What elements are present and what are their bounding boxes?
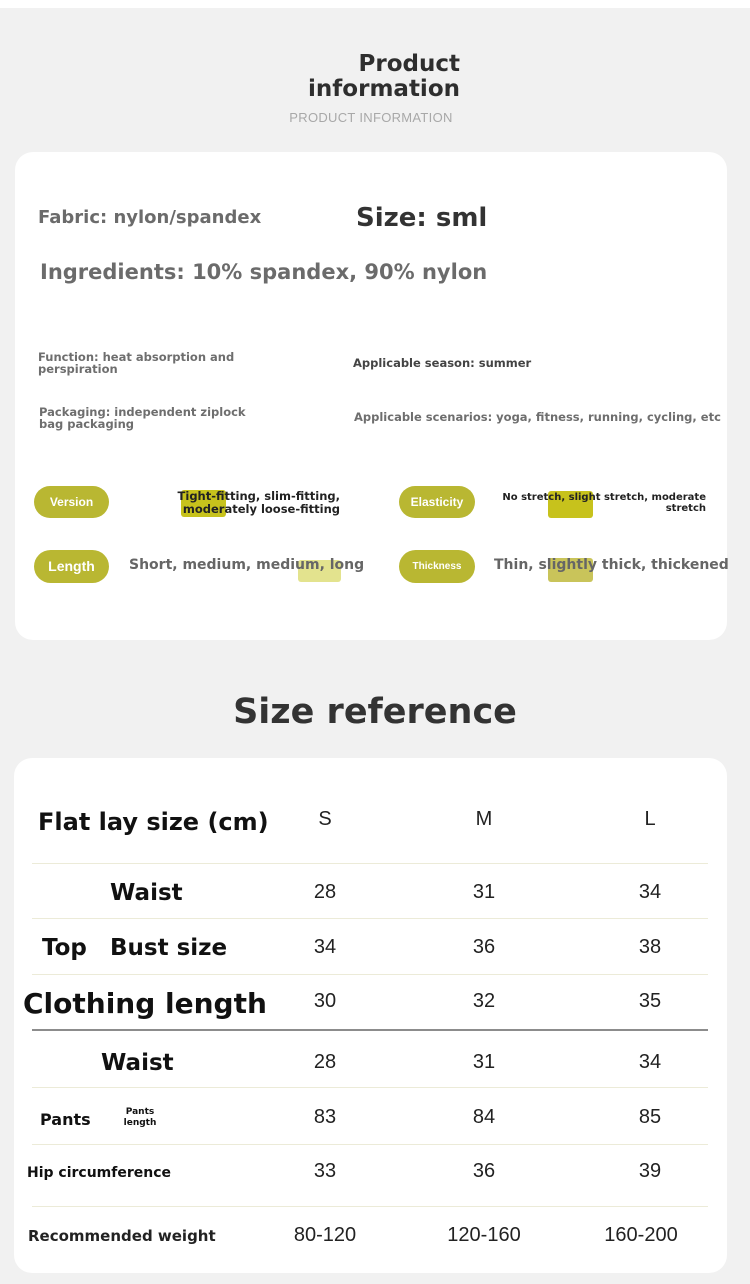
cell: 30 [313,990,337,1012]
section-divider [32,1029,708,1031]
cell: 33 [313,1160,337,1182]
table-header-label: Flat lay size (cm) [38,808,269,836]
row-label-pants-waist: Waist [101,1050,174,1076]
version-options: Tight-fitting, slim-fitting, moderately loose-fitting [177,489,340,516]
table-divider [32,918,708,919]
scenarios-info: Applicable scenarios: yoga, fitness, running, cycling, etc [354,410,721,424]
page-title [250,52,460,102]
page-subtitle: PRODUCT INFORMATION [289,110,453,125]
table-divider [32,1144,708,1145]
top-strip [0,0,750,8]
row-label-weight: Recommended weight [28,1227,216,1245]
table-divider [32,1206,708,1207]
cell: 39 [638,1160,662,1182]
elasticity-pill: Elasticity [399,486,475,518]
version-pill: Version [34,486,109,518]
cell: 120-160 [447,1224,521,1246]
cell: 35 [638,990,662,1012]
cell: 85 [638,1106,662,1128]
cell: 38 [638,936,662,958]
cell: 28 [313,881,337,903]
size-info: Size: sml [356,203,488,233]
col-header-s: S [318,808,332,830]
cell: 32 [472,990,496,1012]
fabric-info: Fabric: nylon/spandex [38,207,262,228]
length-options: Short, medium, medium, long [129,557,365,573]
cell: 84 [472,1106,496,1128]
row-label-pants-length: Pants length [123,1107,157,1128]
col-header-m: M [475,808,493,830]
row-label-top-waist: Waist [110,880,183,906]
row-label-hip: Hip circumference [27,1165,172,1181]
col-header-l: L [644,808,656,830]
cell: 31 [472,1051,496,1073]
cell: 83 [313,1106,337,1128]
page-title-line1: Product [358,51,460,77]
ingredients-info: Ingredients: 10% spandex, 90% nylon [40,260,488,284]
group-label-top: Top [42,935,87,961]
cell: 160-200 [604,1224,678,1246]
size-reference-title: Size reference [233,692,517,732]
table-divider [32,863,708,864]
cell: 36 [472,936,496,958]
length-pill: Length [34,550,109,583]
packaging-info: Packaging: independent ziplock bag packaging [39,405,246,431]
function-info: Function: heat absorption and perspiration [38,350,235,376]
group-label-pants: Pants [40,1110,91,1129]
cell: 28 [313,1051,337,1073]
row-label-bust: Bust size [110,935,228,961]
elasticity-options: No stretch, slight stretch, moderate stretch [502,492,706,514]
cell: 34 [638,881,662,903]
cell: 34 [313,936,337,958]
cell: 36 [472,1160,496,1182]
season-info: Applicable season: summer [353,356,532,370]
page-title-line2: information [308,76,460,102]
table-divider [32,974,708,975]
table-divider [32,1087,708,1088]
cell: 80-120 [293,1224,357,1246]
row-label-clothing-length: Clothing length [23,987,267,1020]
thickness-pill: Thickness [399,550,475,583]
cell: 31 [472,881,496,903]
cell: 34 [638,1051,662,1073]
thickness-options: Thin, slightly thick, thickened [494,557,729,573]
